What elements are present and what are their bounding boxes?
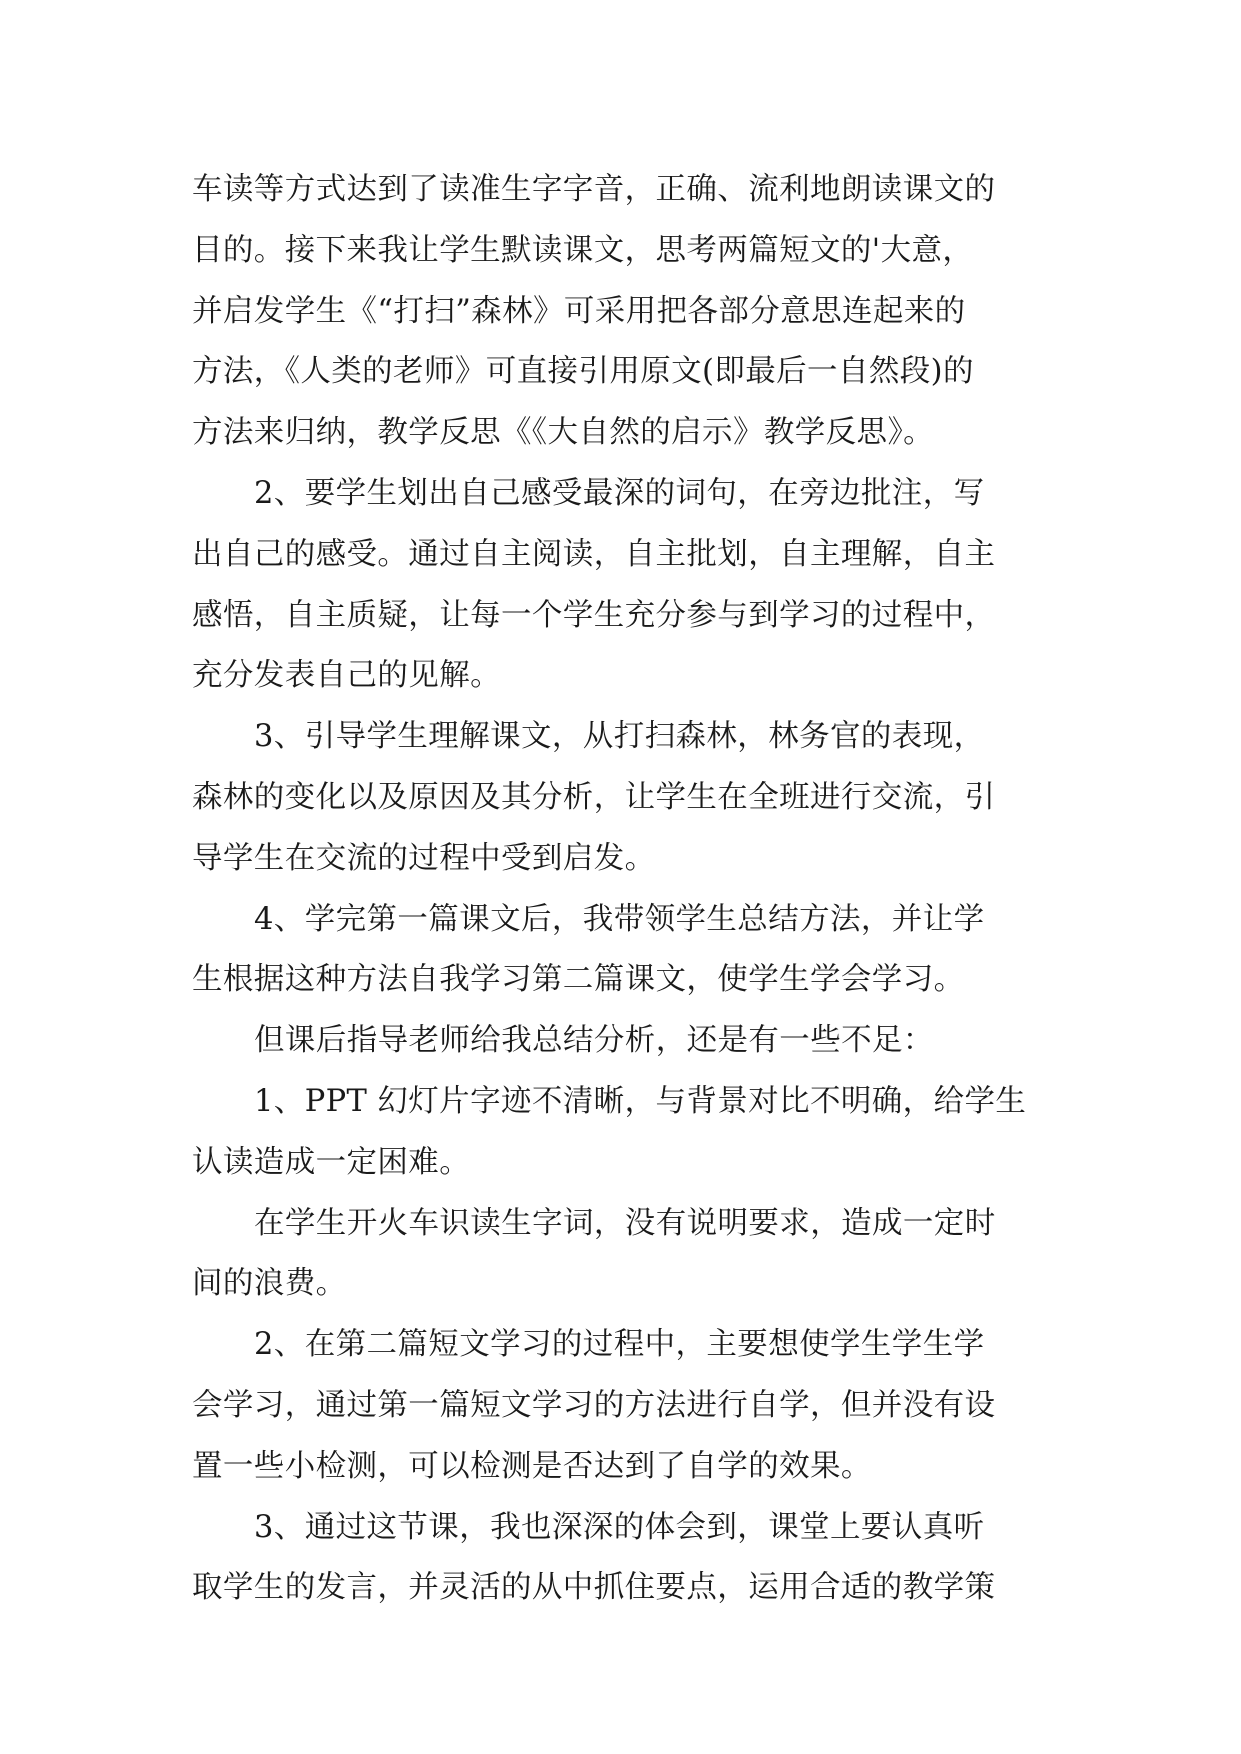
text-line: 2、要学生划出自己感受最深的词句，在旁边批注，写 — [254, 475, 985, 511]
text-line: 方法，《人类的老师》可直接引用原文(即最后一自然段)的 — [192, 354, 974, 390]
text-line: 在学生开火车识读生字词，没有说明要求，造成一定时 — [254, 1205, 996, 1241]
text-line: 认读造成一定困难。 — [192, 1144, 471, 1180]
document-body — [192, 160, 1052, 1619]
text-line: 2、在第二篇短文学习的过程中，主要想使学生学生学 — [254, 1327, 985, 1363]
text-line: 车读等方式达到了读准生字字音，正确、流利地朗读课文的 — [192, 172, 996, 207]
text-line: 目的。接下来我让学生默读课文，思考两篇短文的'大意， — [192, 232, 974, 268]
text-line: 3、通过这节课，我也深深的体会到，课堂上要认真听 — [254, 1509, 985, 1545]
text-line: 并启发学生《“打扫”森林》可采用把各部分意思连起来的 — [192, 293, 966, 329]
text-line: 导学生在交流的过程中受到启发。 — [192, 840, 656, 876]
text-line: 但课后指导老师给我总结分析，还是有一些不足： — [254, 1023, 934, 1059]
text-line: 会学习，通过第一篇短文学习的方法进行自学，但并没有设 — [192, 1387, 996, 1423]
text-line: 出自己的感受。通过自主阅读，自主批划，自主理解，自主 — [192, 536, 996, 572]
text-line: 4、学完第一篇课文后，我带领学生总结方法，并让学 — [254, 901, 985, 937]
text-line: 充分发表自己的见解。 — [192, 658, 501, 694]
text-line: 间的浪费。 — [192, 1266, 347, 1302]
text-line: 森林的变化以及原因及其分析，让学生在全班进行交流，引 — [192, 779, 996, 815]
text-line: 感悟，自主质疑，让每一个学生充分参与到学习的过程中， — [192, 597, 996, 633]
text-line: 取学生的发言，并灵活的从中抓住要点，运用合适的教学策 — [192, 1570, 996, 1606]
text-line: 置一些小检测，可以检测是否达到了自学的效果。 — [192, 1448, 872, 1484]
text-line: 1、PPT 幻灯片字迹不清晰，与背景对比不明确，给学生 — [254, 1083, 1027, 1119]
text-line: 方法来归纳，教学反思《《大自然的启示》教学反思》。 — [192, 415, 934, 451]
text-line: 生根据这种方法自我学习第二篇课文，使学生学会学习。 — [192, 962, 965, 998]
text-line: 3、引导学生理解课文，从打扫森林，林务官的表现， — [254, 719, 985, 755]
